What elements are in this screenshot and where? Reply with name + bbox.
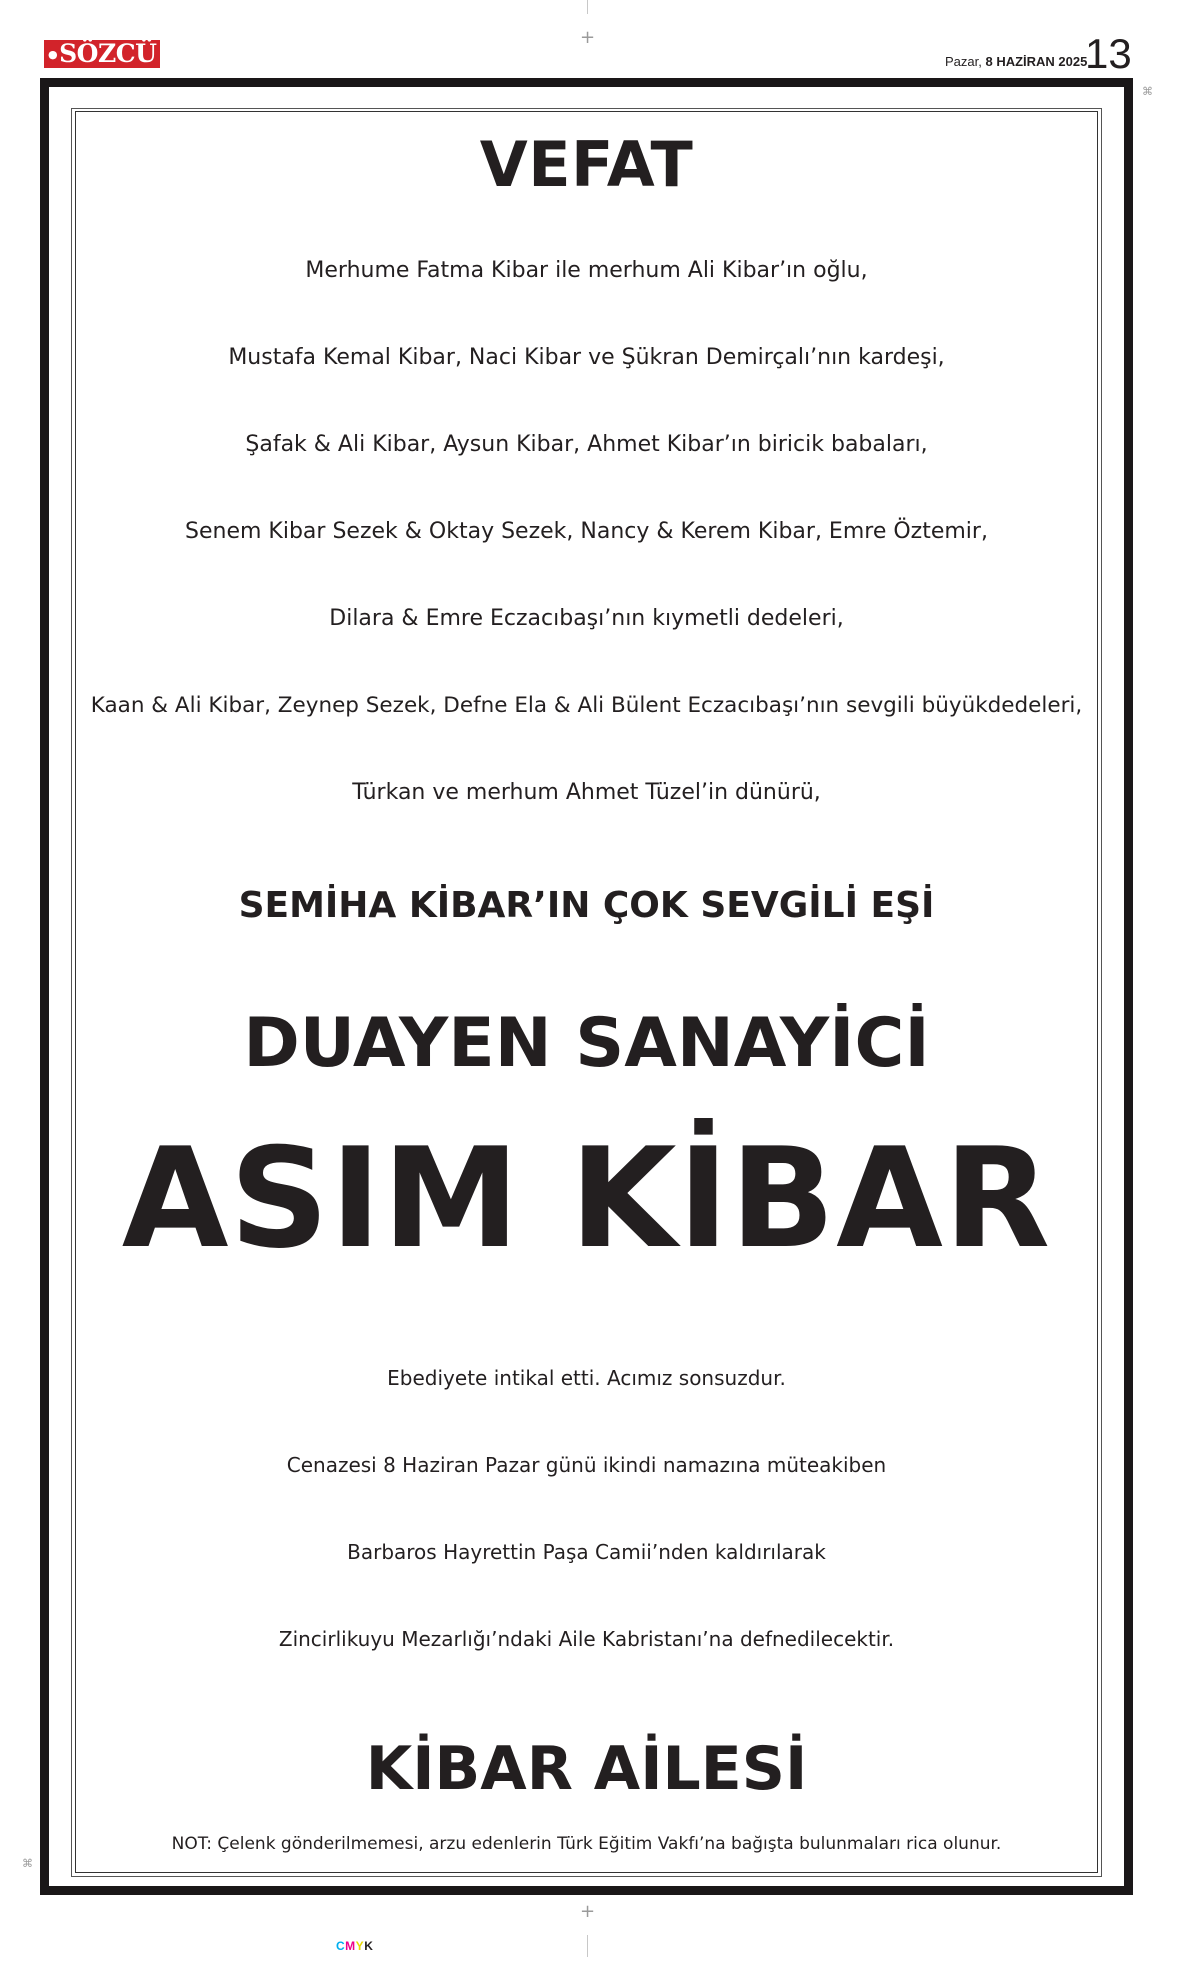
cmyk-k: K [364, 1939, 374, 1953]
newspaper-logo [44, 40, 160, 68]
registration-mark-left-icon: ⌘ [22, 1857, 33, 1870]
family-signature: KİBAR AİLESİ [365, 1734, 808, 1804]
deceased-title: DUAYEN SANAYİCİ [243, 1004, 930, 1083]
relation-line-7: Türkan ve merhum Ahmet Tüzel’in dünürü, [352, 780, 821, 805]
notice-inner-frame [75, 111, 1098, 1873]
cmyk-m: M [345, 1939, 356, 1953]
page-number: 13 [1085, 30, 1132, 77]
date-prefix: Pazar, [945, 54, 982, 69]
registration-line-top [587, 0, 588, 14]
notice-footnote: NOT: Çelenk gönderilmemesi, arzu edenlerin Türk Eğitim Vakfı’na bağışta bulunmaları rica olunur. [171, 1834, 1002, 1854]
cmyk-c: C [336, 1939, 346, 1953]
relation-line-2: Mustafa Kemal Kibar, Naci Kibar ve Şükran Demirçalı’nın kardeşi, [228, 345, 945, 370]
funeral-line-4: Zincirlikuyu Mezarlığı’ndaki Aile Kabristanı’na defnedilecektir. [278, 1627, 895, 1651]
notice-title: VEFAT [479, 128, 694, 201]
relation-line-3: Şafak & Ali Kibar, Aysun Kibar, Ahmet Kibar’ın biricik babaları, [245, 432, 928, 457]
cmyk-color-marker [336, 1939, 373, 1953]
registration-crosshair-bottom-icon: + [580, 1901, 596, 1922]
relation-line-5: Dilara & Emre Eczacıbaşı’nın kıymetli dedeleri, [329, 606, 844, 631]
logo-emblem-icon: ● [48, 47, 58, 61]
date-main: 8 HAZİRAN 2025 [985, 54, 1088, 69]
deceased-name: ASIM KİBAR [121, 1118, 1052, 1279]
funeral-line-2: Cenazesi 8 Haziran Pazar günü ikindi namazına müteakiben [286, 1453, 887, 1477]
logo-text: SÖZCÜ [59, 39, 157, 68]
relation-line-1: Merhume Fatma Kibar ile merhum Ali Kibar’ın oğlu, [305, 258, 868, 283]
relation-line-6: Kaan & Ali Kibar, Zeynep Sezek, Defne Ela & Ali Bülent Eczacıbaşı’nın sevgili büyükdedeleri, [90, 693, 1083, 718]
relation-line-4: Senem Kibar Sezek & Oktay Sezek, Nancy & Kerem Kibar, Emre Öztemir, [185, 519, 988, 544]
page-date [945, 54, 1087, 69]
funeral-line-1: Ebediyete intikal etti. Acımız sonsuzdur. [387, 1366, 786, 1390]
spouse-line: SEMİHA KİBAR’IN ÇOK SEVGİLİ EŞİ [238, 885, 935, 926]
registration-line-bottom [587, 1935, 588, 1957]
cmyk-y: Y [355, 1939, 365, 1953]
funeral-line-3: Barbaros Hayrettin Paşa Camii’nden kaldırılarak [347, 1540, 826, 1564]
registration-mark-right-icon: ⌘ [1142, 85, 1153, 98]
registration-crosshair-top-icon: + [580, 27, 596, 48]
